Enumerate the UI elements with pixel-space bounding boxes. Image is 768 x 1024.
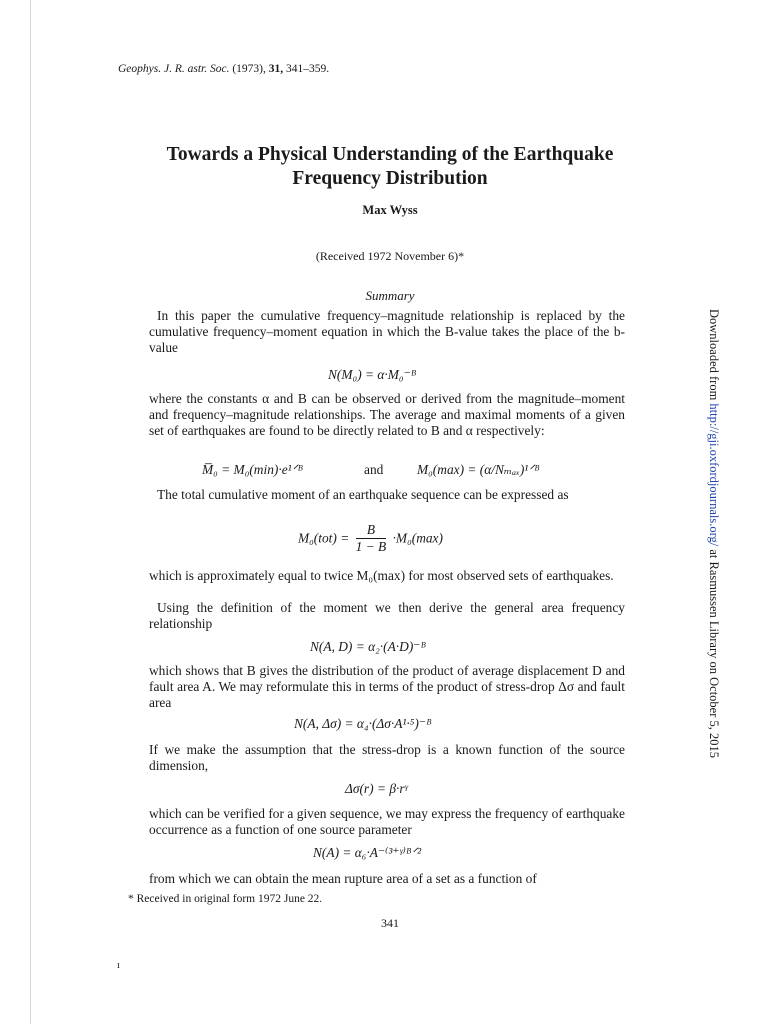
- equation-connector-and: and: [364, 462, 384, 477]
- eq3-fraction: [356, 522, 387, 555]
- citation-year: (1973),: [232, 63, 266, 75]
- download-prefix: Downloaded from: [707, 309, 721, 404]
- footnote: * Received in original form 1972 June 22.: [128, 893, 323, 905]
- citation-journal: Geophys. J. R. astr. Soc.: [118, 63, 230, 75]
- summary-paragraph-7: If we make the assumption that the stress-drop is a known function of the source dimension,: [149, 742, 625, 773]
- citation-volume: 31,: [268, 63, 284, 75]
- eq3-rhs: ·M₀(max): [392, 530, 443, 546]
- summary-paragraph-4: which is approximately equal to twice M₀(max) for most observed sets of earthquakes.: [149, 568, 614, 583]
- eq3-denominator: 1 − B: [355, 539, 387, 554]
- summary-p5-text: Using the definition of the moment we then derive the general area frequency relationship: [149, 600, 625, 631]
- summary-p1-text: In this paper the cumulative frequency–magnitude relationship is replaced by the cumulative frequency–moment equation in which the B-value takes the place of the b-value: [149, 308, 625, 355]
- summary-paragraph-2: where the constants α and B can be observed or derived from the magnitude–moment and frequency–magnitude relationships. The average and maximal moments of a given set of earthquakes are found to be directly related to B and α respectively:: [149, 391, 625, 438]
- citation-pages: 341–359.: [286, 63, 330, 75]
- summary-paragraph-9: from which we can obtain the mean rupture area of a set as a function of: [149, 871, 537, 886]
- paper-title: [100, 143, 680, 191]
- summary-heading: Summary: [365, 288, 415, 303]
- summary-paragraph-1: [149, 308, 625, 356]
- equation-area-displacement: N(A, D) = α₂·(A·D)⁻ᴮ: [310, 639, 426, 654]
- equation-maximal-moment: M₀(max) = (α/Nₘₐₓ)¹ᐟᴮ: [417, 462, 540, 477]
- author-name: Max Wyss: [362, 203, 418, 217]
- download-watermark: [707, 309, 721, 758]
- equation-area-stressdrop: N(A, Δσ) = α₄·(Δσ·A¹·⁵)⁻ᴮ: [294, 716, 432, 731]
- equation-frequency-moment: N(M₀) = α·M₀⁻ᴮ: [328, 367, 417, 382]
- summary-p3-text: The total cumulative moment of an earthquake sequence can be expressed as: [157, 487, 569, 502]
- eq3-numerator: B: [356, 522, 387, 539]
- summary-paragraph-6: which shows that B gives the distribution of the product of average displacement D and fault area A. We may reformulate this in terms of the product of stress-drop Δσ and fault area: [149, 663, 625, 710]
- received-date: (Received 1972 November 6)*: [315, 249, 465, 263]
- page-edge-line: [30, 0, 31, 1024]
- equation-average-moment: M̅₀ = M₀(min)·e¹ᐟᴮ: [202, 462, 303, 477]
- journal-citation: [118, 63, 329, 75]
- summary-paragraph-3: [149, 487, 625, 503]
- eq3-lhs: M₀(tot) =: [298, 530, 350, 546]
- equation-stressdrop-radius: Δσ(r) = β·rᵞ: [345, 781, 408, 796]
- summary-paragraph-5: [149, 600, 625, 632]
- download-suffix: at Rasmussen Library on October 5, 2015: [707, 546, 721, 759]
- title-line-2: Frequency Distribution: [292, 168, 488, 189]
- title-line-1: Towards a Physical Understanding of the Earthquake: [166, 144, 614, 165]
- page-number: 341: [381, 916, 399, 930]
- journal-link[interactable]: http://gji.oxfordjournals.org/: [707, 403, 721, 547]
- stray-mark: ı: [117, 960, 120, 971]
- equation-frequency-area: N(A) = α₆·A⁻⁽³⁺ᵞ⁾ᴮᐟ²: [313, 845, 422, 860]
- equation-total-moment: [298, 522, 443, 555]
- summary-paragraph-8: which can be verified for a given sequence, we may express the frequency of earthquake occurrence as a function of one source parameter: [149, 806, 625, 837]
